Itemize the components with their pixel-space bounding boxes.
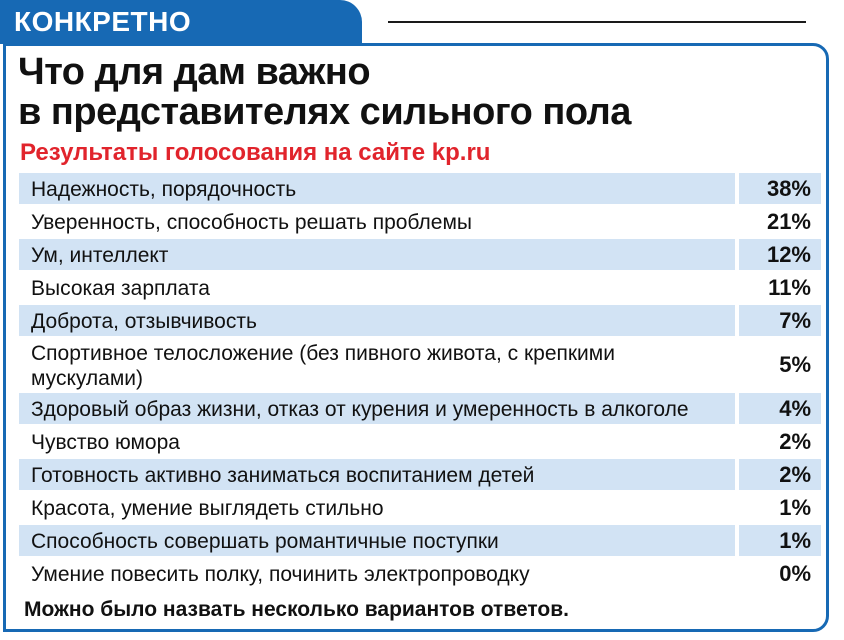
table-row xyxy=(19,272,821,305)
title-line-2: в представителях сильного пола xyxy=(18,91,631,133)
row-value: 12% xyxy=(739,239,821,270)
row-label: Здоровый образ жизни, отказ от курения и умеренность в алкоголе xyxy=(19,393,735,424)
row-value: 21% xyxy=(766,208,811,234)
row-value: 1% xyxy=(779,494,811,520)
table-row xyxy=(19,426,821,459)
table-row xyxy=(19,459,821,492)
top-rule xyxy=(388,21,806,23)
title-line-1: Что для дам важно xyxy=(18,51,371,93)
section-tag: КОНКРЕТНО xyxy=(0,0,362,44)
row-label: Умение повесить полку, починить электропроводку xyxy=(31,563,530,586)
row-label: Способность совершать романтичные поступки xyxy=(19,525,735,556)
footnote: Можно было назвать несколько вариантов ответов. xyxy=(24,598,569,621)
table-row xyxy=(19,393,821,426)
table-row xyxy=(19,492,821,525)
row-label: Спортивное телосложение (без пивного живота, с крепкими мускулами) xyxy=(31,341,615,390)
row-value: 7% xyxy=(739,305,821,336)
row-label: Высокая зарплата xyxy=(31,277,210,300)
table-row xyxy=(19,173,821,206)
row-value: 1% xyxy=(739,525,821,556)
row-value: 5% xyxy=(779,351,811,377)
table-row xyxy=(19,239,821,272)
row-value: 4% xyxy=(739,393,821,424)
page-title xyxy=(18,52,818,132)
table-row xyxy=(19,305,821,338)
table-row xyxy=(19,525,821,558)
row-value: 0% xyxy=(779,560,811,586)
subtitle: Результаты голосования на сайте kp.ru xyxy=(20,139,491,166)
row-label: Доброта, отзывчивость xyxy=(19,305,735,336)
row-value: 2% xyxy=(779,428,811,454)
row-label: Ум, интеллект xyxy=(19,239,735,270)
row-label: Красота, умение выглядеть стильно xyxy=(31,497,384,520)
table-row xyxy=(19,206,821,239)
row-label: Надежность, порядочность xyxy=(19,173,735,204)
row-label: Готовность активно заниматься воспитанием детей xyxy=(19,459,735,490)
row-value: 38% xyxy=(739,173,821,204)
row-value: 11% xyxy=(768,274,811,300)
table-row xyxy=(19,338,821,393)
row-label: Чувство юмора xyxy=(31,431,180,454)
table-row xyxy=(19,558,821,591)
row-label: Уверенность, способность решать проблемы xyxy=(31,211,472,234)
results-table xyxy=(19,173,821,591)
row-value: 2% xyxy=(739,459,821,490)
